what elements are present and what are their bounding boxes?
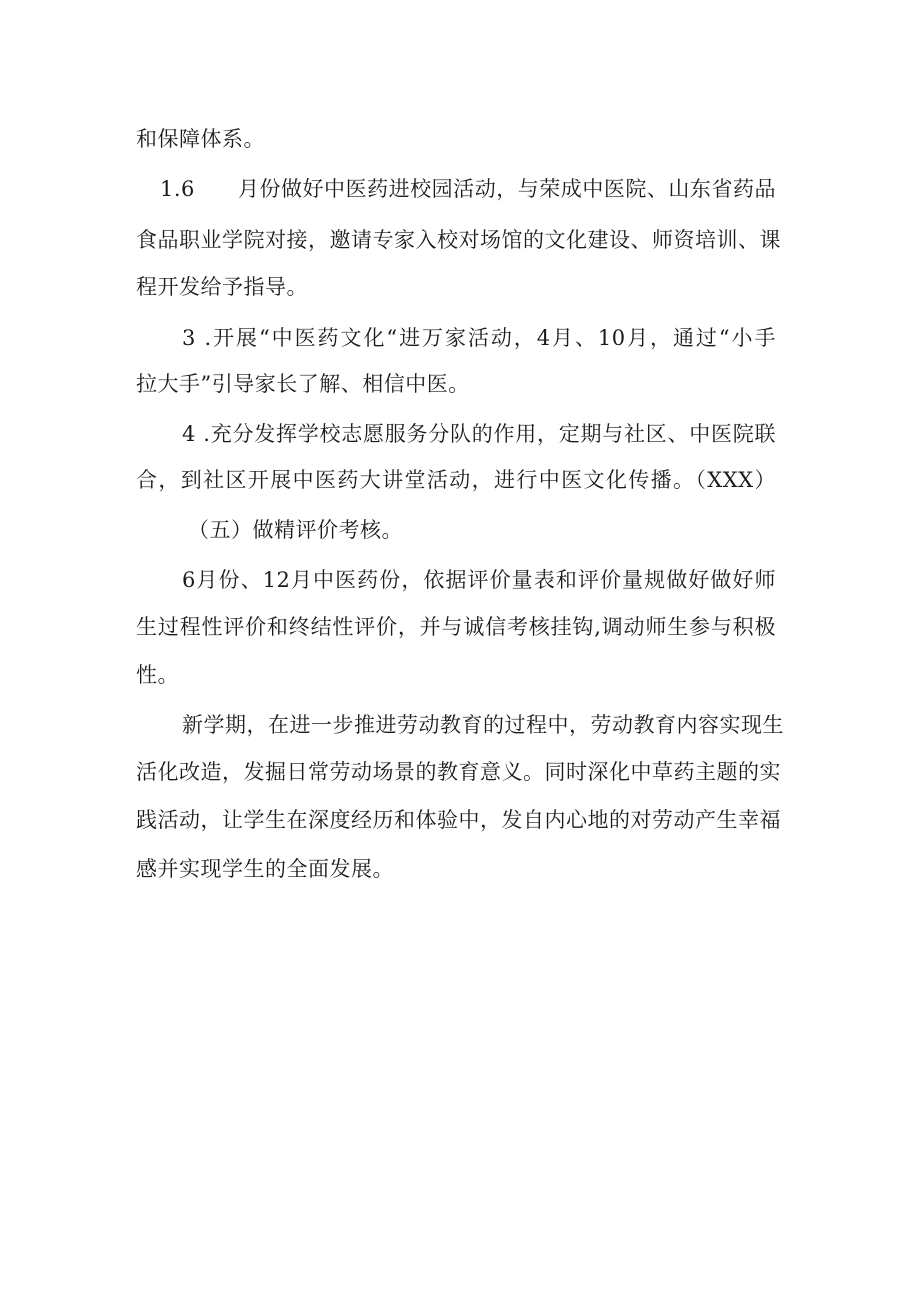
text-line: 活化改造，发掘日常劳动场景的教育意义。同时深化中草药主题的实: [136, 760, 781, 784]
text-line: 4 .充分发挥学校志愿服务分队的作用，定期与社区、中医院联: [182, 422, 776, 446]
text-line: 1.6 月份做好中医药进校园活动，与荣成中医院、山东省药品: [160, 177, 776, 201]
text-line: 6月份、12月中医药份，依据评价量表和评价量规做好做好师: [182, 568, 776, 592]
text-line: 践活动，让学生在深度经历和体验中，发自内心地的对劳动产生幸福: [136, 808, 781, 832]
text-line: 和保障体系。: [136, 127, 265, 151]
text-line: 性。: [136, 663, 179, 687]
section-heading: （五）做精评价考核。: [188, 518, 403, 542]
text-line: 感并实现学生的全面发展。: [136, 857, 394, 881]
text-line: 3 .开展“中医药文化“进万家活动，4月、10月，通过“小手: [182, 326, 776, 350]
text-line: 食品职业学院对接，邀请专家入校对场馆的文化建设、师资培训、课: [136, 228, 781, 252]
text-line: 合，到社区开展中医药大讲堂活动，进行中医文化传播。（XXX）: [136, 468, 776, 492]
text-line: 拉大手”引导家长了解、相信中医。: [136, 372, 470, 396]
text-line: 新学期，在进一步推进劳动教育的过程中，劳动教育内容实现生: [182, 713, 784, 737]
text-line: 生过程性评价和终结性评价，并与诚信考核挂钩,调动师生参与积极: [136, 615, 776, 639]
text-line: 程开发给予指导。: [136, 275, 308, 299]
